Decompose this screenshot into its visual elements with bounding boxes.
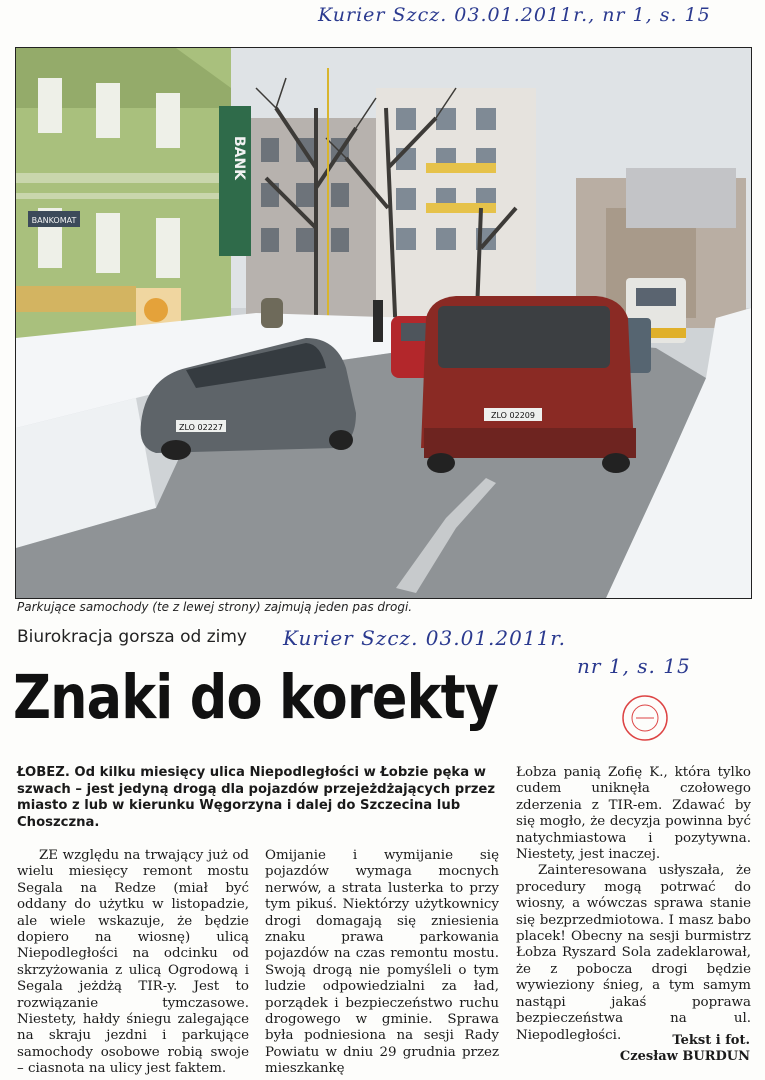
byline — [560, 1033, 750, 1065]
bank-sign: BANK — [231, 135, 247, 181]
handwritten-source-note: Kurier Szcz. 03.01.2011r., nr 1, s. 15 — [318, 4, 711, 26]
street-scene-illustration — [16, 48, 751, 598]
article-headline: Znaki do korekty — [13, 662, 499, 733]
paragraph: ZE względu na trwający już od wielu miesięcy remont mostu Segala na Redze (miał być oddany do użytku w listopadzie, ale wiele wskazuje, że będzie dopiero na wiosnę) ulicą Niepodległości na odcinku od skrzyżowania z ulicą Ogrodową i Segala jeżdżą TIR-y. Jest to rozwiązanie tymczasowe. Niestety, hałdy śniegu zalegające na skraju jezdni i parkujące samochody osobowe robią swoje – ciasnota na ulicy jest faktem. — [17, 848, 249, 1077]
paragraph: Omijanie i wymijanie się pojazdów wymaga mocnych nerwów, a strata lusterka to przy tym pikuś. Niektórzy użytkownicy drogi domagają się zniesienia znaku prawa parkowania pojazdów na czas remontu mostu. Swoją drogą nie pomyśleli o tym ludzie odpowiedzialni za ład, porządek i bezpieczeństwo ruchu drogowego w gminie. Sprawa była podniesiona na sesji Rady Powiatu w dniu 29 grudnia przez mieszkankę — [265, 848, 499, 1077]
bankomat-sign: BANKOMAT — [31, 216, 77, 225]
library-stamp-icon — [620, 693, 670, 743]
article-column-1 — [17, 848, 249, 1078]
article-lead: ŁOBEZ. Od kilku miesięcy ulica Niepodległości w Łobzie pęka w szwach – jest jedyną drogą dla pojazdów przejeżdżających przez miasto z lub w kierunku Węgorzyna i dalej do Szczecina lub Choszczna. — [17, 765, 496, 830]
handwritten-note-line1: Kurier Szcz. 03.01.2011r. — [283, 626, 567, 650]
plate-red-van: ZLO 02209 — [491, 411, 535, 420]
article-column-3 — [516, 765, 751, 1044]
byline-author: Czesław BURDUN — [619, 1049, 750, 1064]
photo-caption: Parkujące samochody (te z lewej strony) zajmują jeden pas drogi. — [17, 600, 413, 614]
plate-grey-car: ZLO 02227 — [179, 423, 223, 432]
handwritten-note-line2: nr 1, s. 15 — [577, 654, 691, 678]
paragraph: Łobza panią Zofię K., która tylko cudem uniknęła czołowego zderzenia z TIR-em. Zdawać by się mogło, że decyzja powinna być natychmiastowa i pozytywna. Niestety, jest inaczej. — [516, 765, 751, 863]
news-photo — [15, 47, 752, 599]
paragraph: Zainteresowana usłyszała, że procedury mogą potrwać do wiosny, a wówczas sprawa stanie się bezprzedmiotowa. I masz babo placek! Obecny na sesji burmistrz Łobza Ryszard Sola zadeklarował, że z pobocza drogi będzie wywieziony śnieg, a tym samym nastąpi jakaś poprawa bezpieczeństwa na ul. Niepodległości. — [516, 863, 751, 1043]
article-column-2 — [265, 848, 499, 1078]
article-kicker: Biurokracja gorsza od zimy — [17, 627, 247, 647]
byline-credit: Tekst i fot. — [672, 1033, 750, 1048]
